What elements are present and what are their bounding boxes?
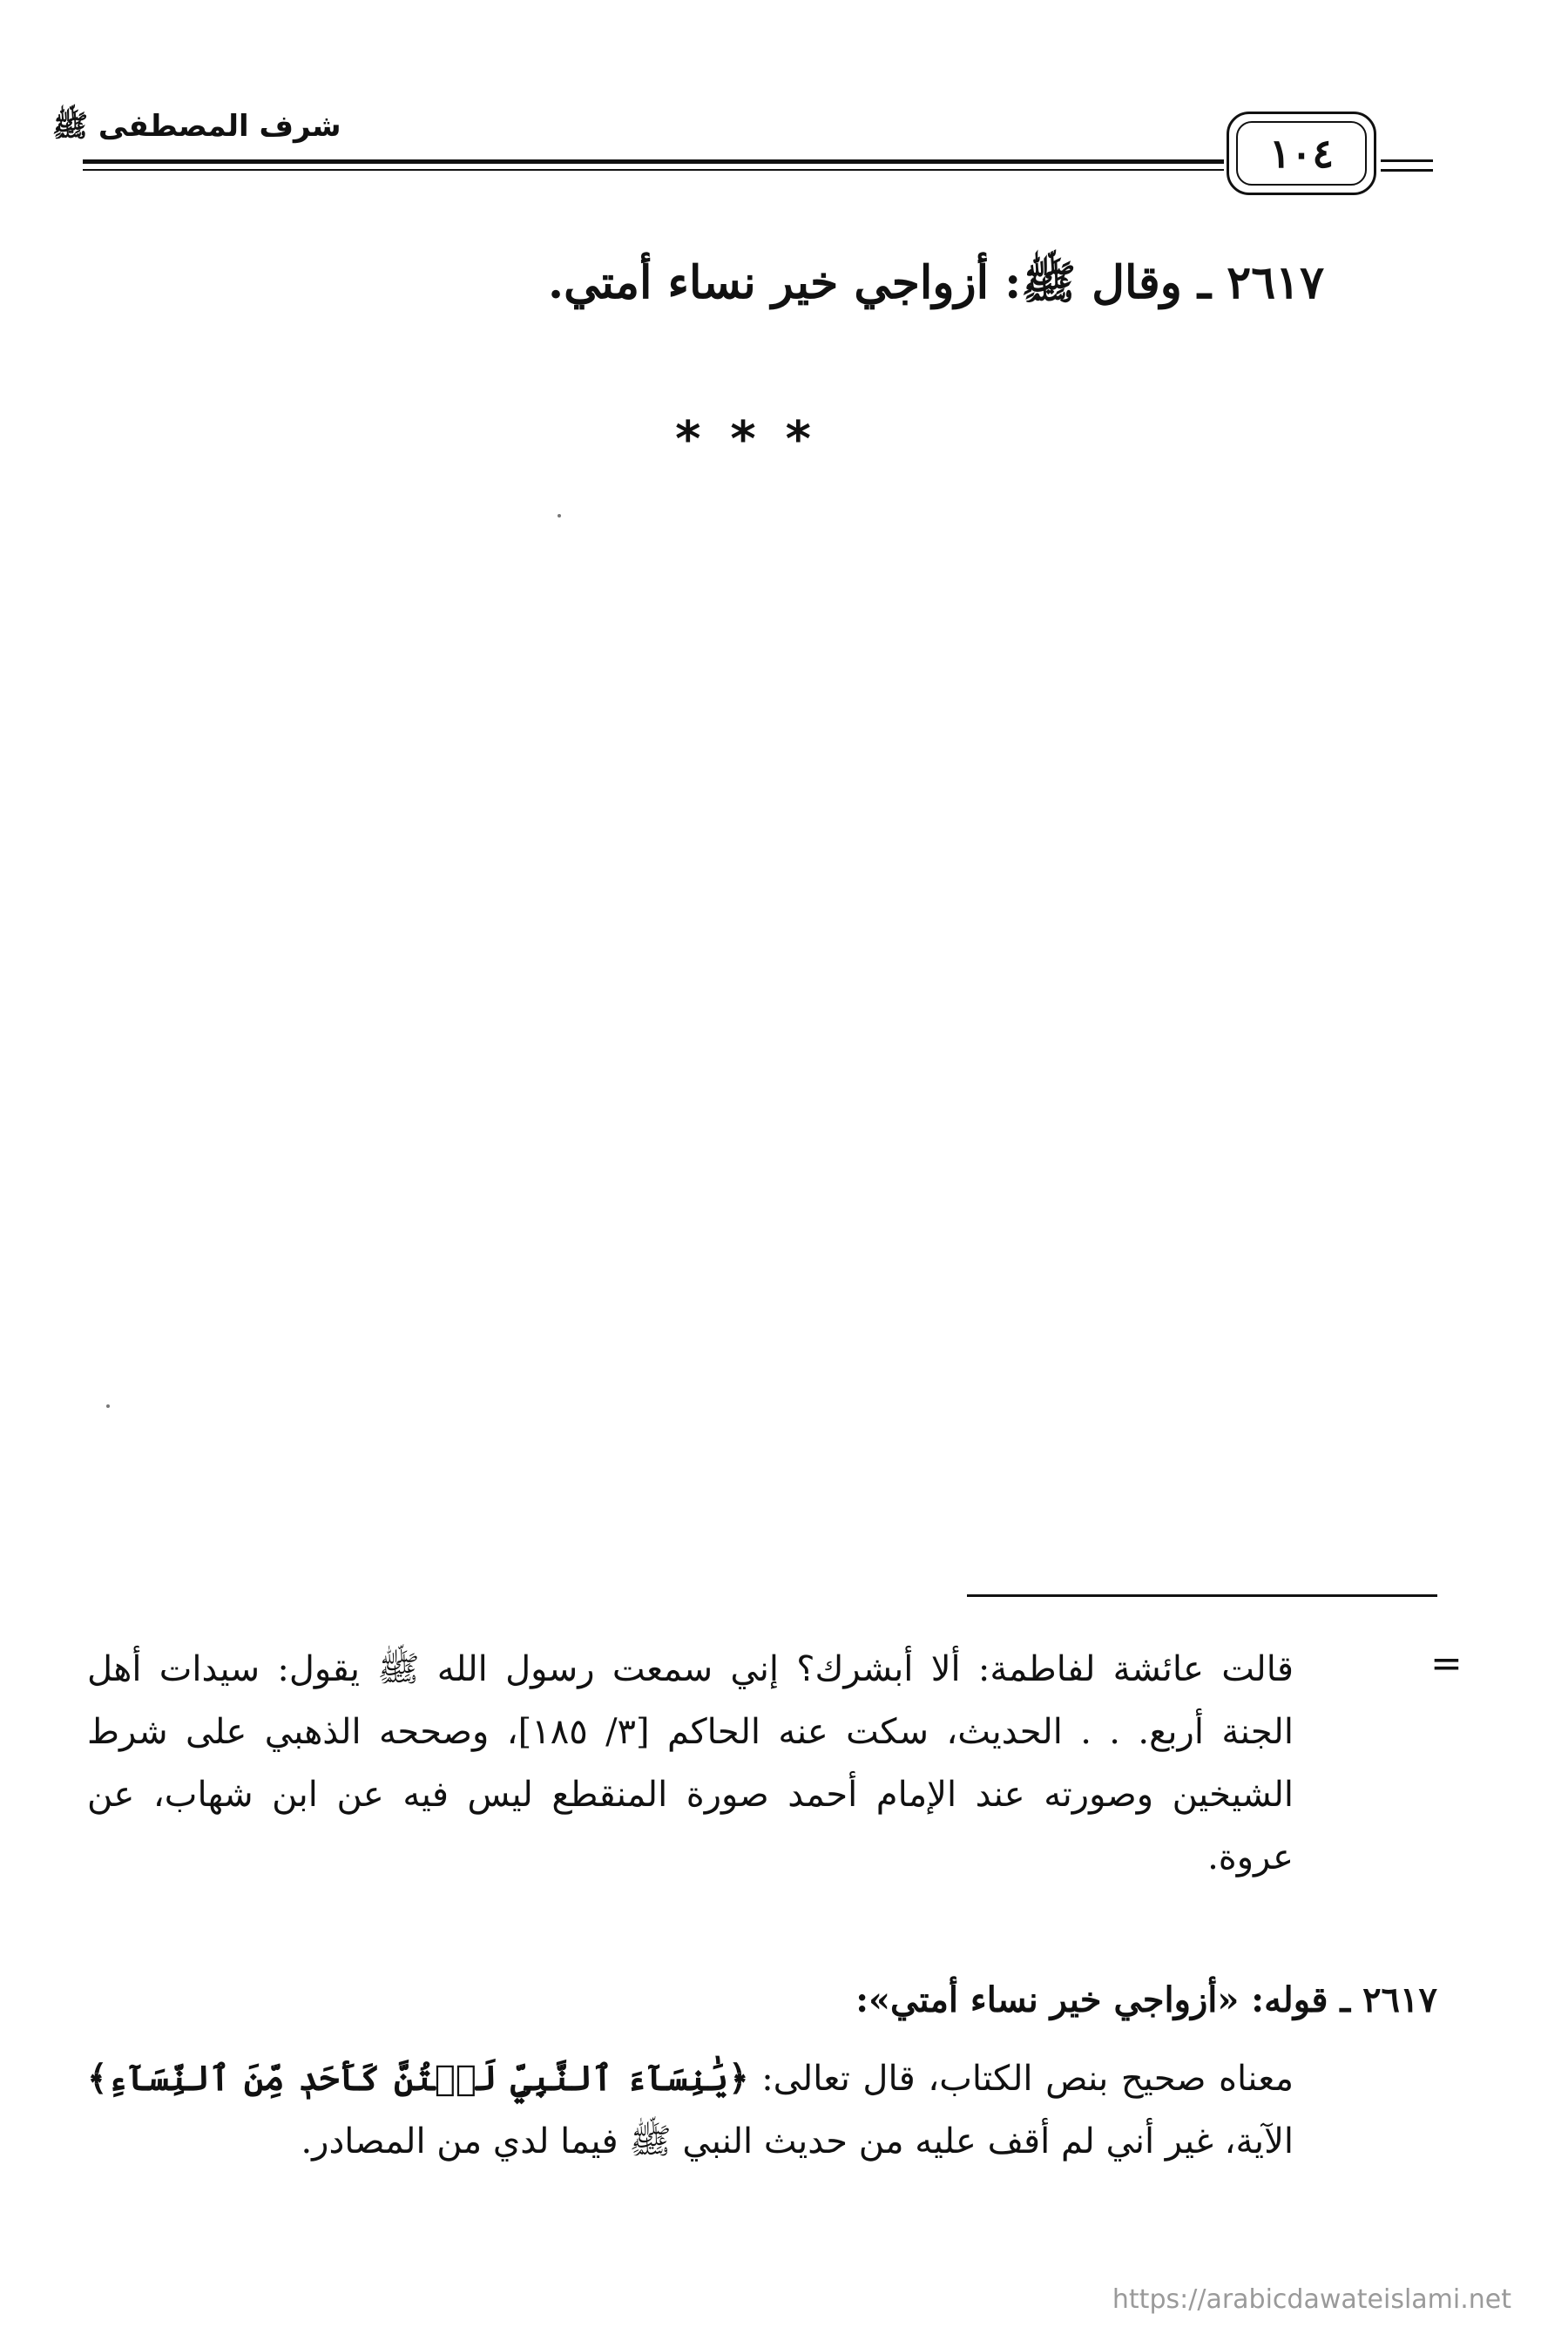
header-rule-right-bottom — [1381, 169, 1433, 172]
hadith-2617: ٢٦١٧ ـ وقال ﷺ: أزواجي خير نساء أمتي. — [547, 256, 1324, 309]
footnote-2-body — [87, 2047, 1294, 2173]
header-rule-right-top — [1381, 159, 1433, 162]
footnote-2-text-before: معناه صحيح بنص الكتاب، قال تعالى: — [761, 2059, 1294, 2099]
footnote-divider — [967, 1594, 1437, 1597]
header-rule-thick — [83, 159, 1224, 164]
scan-speck — [106, 1404, 110, 1408]
page-number-frame — [1227, 112, 1376, 195]
header-rule-thin — [83, 169, 1224, 171]
footnote-1: قالت عائشة لفاطمة: ألا أبشرك؟ إني سمعت رسول الله ﷺ يقول: سيدات أهل الجنة أربع. . . الحديث، سكت عنه الحاكم [٣/ ١٨٥]، وصححه الذهبي على شرط الشيخين وصورته عند الإمام أحمد صورة المنقطع ليس فيه عن ابن شهاب، عن عروة. — [87, 1649, 1294, 1877]
watermark-url: https://arabicdawateislami.net — [1112, 2284, 1511, 2315]
footnote-2-text-after: الآية، غير أني لم أقف عليه من حديث النبي ﷺ فيما لدي من المصادر. — [301, 2121, 1294, 2161]
running-book-title: شرف المصطفى ﷺ — [52, 109, 341, 144]
scan-speck — [558, 514, 561, 518]
section-separator-asterisks: *** — [675, 411, 841, 468]
footnote-2-heading: ٢٦١٧ ـ قوله: «أزواجي خير نساء أمتي»: — [855, 1979, 1437, 2020]
page-number: ١٠٤ — [1236, 121, 1367, 186]
quran-verse: ﴿يَٰنِسَآءَ ٱلنَّبِيِّ لَسۡتُنَّ كَأَحَدٖ مِّنَ ٱلنِّسَآءِ﴾ — [87, 2058, 749, 2099]
footnote-continuation-mark: = — [1430, 1641, 1463, 1686]
